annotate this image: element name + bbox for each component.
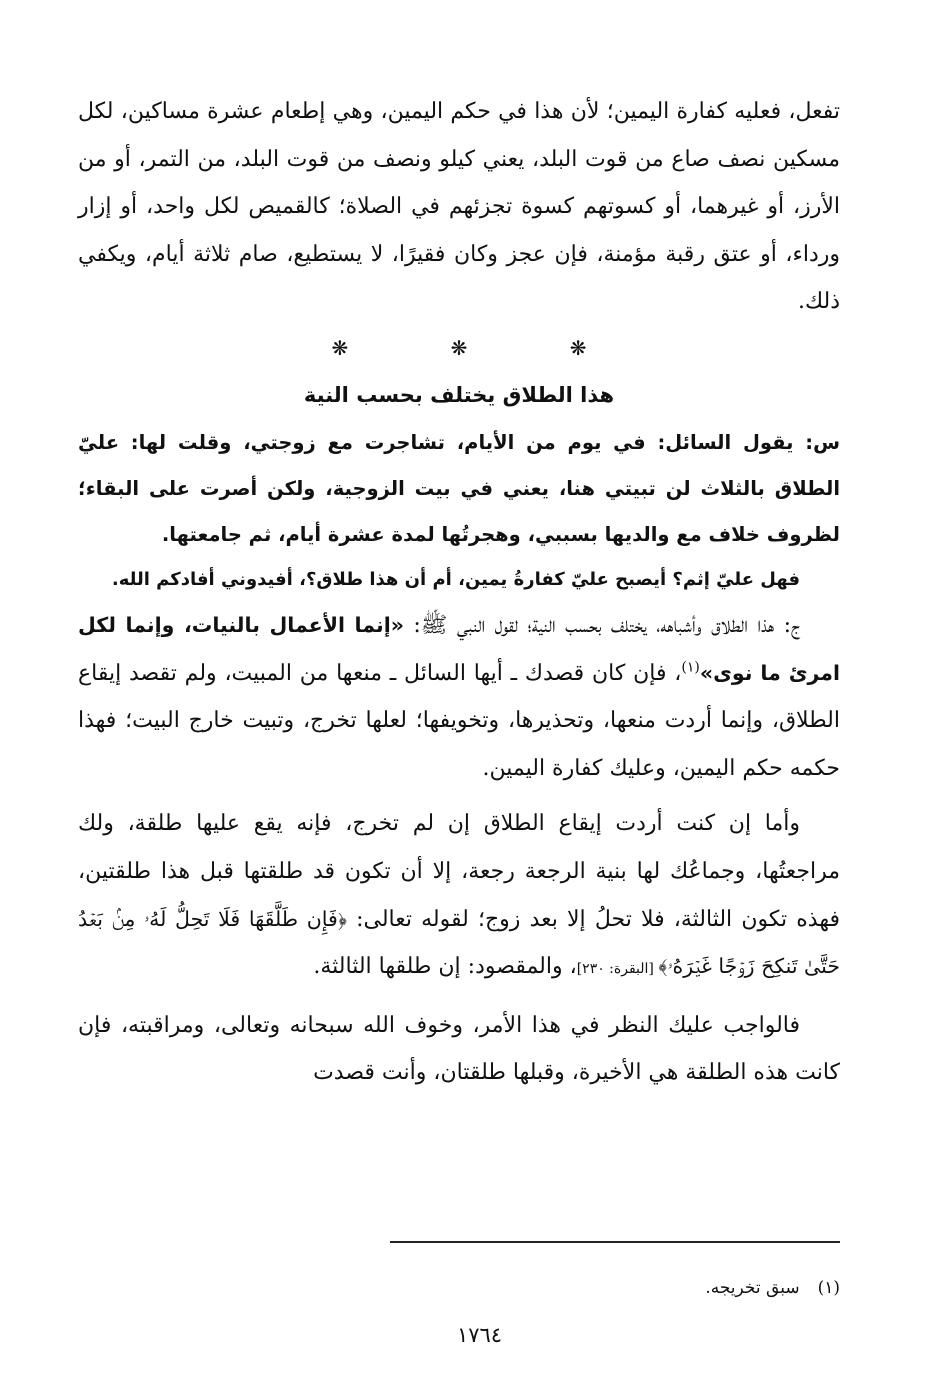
answer-paragraph-2 <box>78 800 840 993</box>
section-separator: ❋ ❋ ❋ <box>331 335 635 360</box>
footnote-reference[interactable]: (١) <box>681 659 700 676</box>
footnote <box>705 1276 840 1300</box>
section-heading: هذا الطلاق يختلف بحسب النية <box>303 382 615 407</box>
footnote-number: (١) <box>817 1278 840 1298</box>
answer-p1-rest: ، فإن كان قصدك ـ أيها السائل ـ منعها من المبيت، ولم تقصد إيقاع الطلاق، وإنما أردت منعها، وتحذيرها، وتخويفها؛ لعلها تخرج، وتبيت خارج البيت؛ فهذا حكمه حكم اليمين، وعليك كفارة اليمين. <box>78 660 840 781</box>
answer-p1-start: ج: هذا الطلاق وأشباهه، يختلف بحسب النية؛ لقول النبي ﷺ: <box>403 612 800 638</box>
answer-paragraph-3: فالواجب عليك النظر في هذا الأمر، وخوف الله سبحانه وتعالى، ومراقبته، فإن كانت هذه الطلقة هي الأخيرة، وقبلها طلقتان، وأنت قصدت <box>78 1012 840 1086</box>
paragraph-1: تفعل، فعليه كفارة اليمين؛ لأن هذا في حكم اليمين، وهي إطعام عشرة مساكين، لكل مسكين نصف صاع من قوت البلد، يعني كيلو ونصف من قوت البلد، من التمر، أو من الأرز، أو غيرهما، أو كسوتهم كسوة تجزئهم في الصلاة؛ كالقميص لكل واحد، أو إزار ورداء، أو عتق رقبة مؤمنة، فإن عجز وكان فقيرًا، لا يستطيع، صام ثلاثة أيام، ويكفي ذلك. <box>78 99 840 315</box>
question-text: س: يقول السائل: في يوم من الأيام، تشاجرت مع زوجتي، وقلت لها: عليّ الطلاق بالثلاث لن تبيتي هنا، يعني في بيت الزوجية، ولكن أصرت على البقاء؛ لظروف خلاف مع والديها بسببي، وهجرتُها لمدة عشرة أيام، ثم جامعتها. <box>78 430 840 546</box>
question-continuation: فهل عليّ إثم؟ أيصبح عليّ كفارةُ يمين، أم أن هذا طلاق؟، أفيدوني أفادكم الله. <box>111 568 800 590</box>
answer-paragraph-1 <box>78 602 840 792</box>
answer-p2-start: وأما إن كنت أردت إيقاع الطلاق إن لم تخرج، فإنه يقع عليها طلقة، ولك مراجعتُها، وجماعُك لها بنية الرجعة رجعة، إلا أن تكون قد طلقتها قبل هذا طلقتين، فهذه تكون الثالثة، فلا تحلُ إلا بعد زوج؛ لقوله تعالى: <box>78 811 840 932</box>
verse-reference: [البقرة: ٢٣٠] <box>576 961 659 978</box>
page-body <box>78 88 840 1097</box>
quran-verse: ﴿فَإِن طَلَّقَهَا فَلَا تَحِلُّ لَهُۥ مِنۢ بَعۡدُ حَتَّىٰ تَنكِحَ زَوۡجًا غَيۡرَهُۥ﴾ <box>78 906 840 979</box>
page-number: ١٧٦٤ <box>456 1323 503 1347</box>
footnote-divider <box>390 1241 840 1243</box>
answer-p2-end: ، والمقصود: إن طلقها الثالثة. <box>313 954 577 980</box>
footnote-text: سبق تخريجه. <box>705 1278 800 1298</box>
hadith-quote: «إنما الأعمال بالنيات، وإنما لكل امرئ ما نوى» <box>78 612 840 685</box>
